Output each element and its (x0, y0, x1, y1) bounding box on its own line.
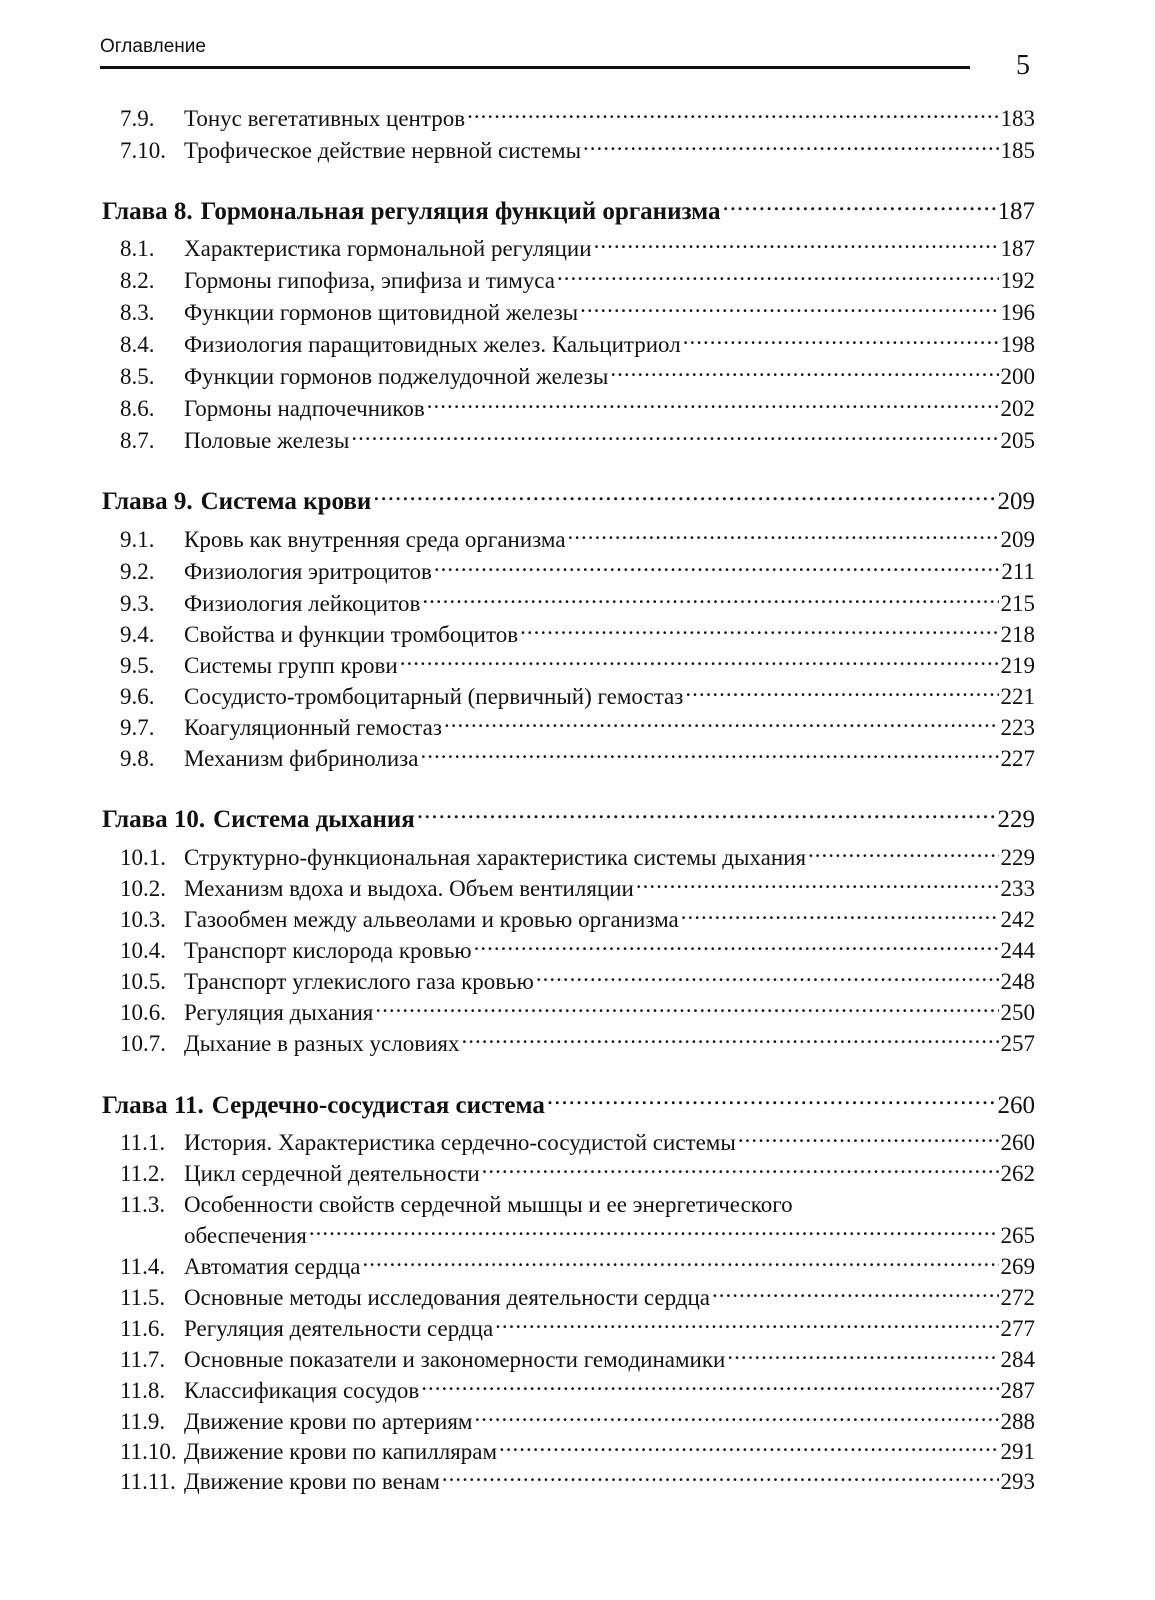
entry-number: 9.2. (120, 559, 155, 584)
chapter-title: Система крови (200, 488, 372, 515)
entry-number: 10.6. (120, 1000, 166, 1025)
entry-page: 192 (1000, 268, 1035, 293)
toc-entry-10-3 (120, 904, 1035, 935)
entry-page: 248 (1000, 969, 1035, 994)
dot-leader (727, 1344, 998, 1367)
toc-entry-10-1 (120, 842, 1035, 873)
chapter-page: 187 (997, 198, 1035, 225)
dot-leader (536, 966, 999, 989)
entry-page: 244 (1000, 938, 1035, 963)
chapter-page: 229 (997, 806, 1035, 833)
dot-leader (738, 1127, 999, 1150)
entry-number: 11.2. (120, 1161, 166, 1186)
chapter-page: 209 (997, 488, 1035, 515)
dot-leader (683, 329, 999, 352)
toc-entry-11-3-continuation (184, 1220, 1035, 1251)
entry-page: 215 (1000, 591, 1035, 616)
entry-title: Дыхание в разных условиях (184, 1031, 460, 1056)
dot-leader (568, 524, 999, 547)
entry-number: 11.9. (120, 1409, 166, 1434)
dot-leader (557, 265, 999, 288)
entry-title: Системы групп крови (184, 653, 398, 678)
chapter-label: Глава 10. (102, 806, 206, 833)
entry-page: 209 (1000, 527, 1035, 552)
entry-title: Гормоны гипофиза, эпифиза и тимуса (184, 268, 555, 293)
entry-page: 202 (1000, 396, 1035, 421)
entry-title: Свойства и функции тромбоцитов (184, 622, 519, 647)
dot-leader (467, 103, 998, 126)
toc-entry-9-8 (120, 743, 1035, 774)
toc-entry-11-3 (120, 1190, 1035, 1220)
entry-title: История. Характеристика сердечно-сосудистой системы (184, 1130, 736, 1155)
toc-entry-9-7 (120, 712, 1035, 743)
entry-page: 183 (1000, 106, 1035, 131)
dot-leader (583, 135, 998, 158)
dot-leader (351, 425, 998, 448)
toc-entry-9-2 (120, 556, 1035, 587)
toc-entry-9-1 (120, 524, 1035, 555)
entry-title: Цикл сердечной деятельности (184, 1161, 480, 1186)
entry-title: Движение крови по венам (184, 1469, 440, 1494)
entry-number: 10.4. (120, 938, 166, 963)
entry-number: 11.1. (120, 1130, 166, 1155)
entry-page: 260 (1000, 1130, 1035, 1155)
entry-number: 10.1. (120, 845, 166, 870)
entry-title: Функции гормонов щитовидной железы (184, 300, 579, 325)
dot-leader (482, 1158, 999, 1181)
dot-leader (420, 743, 998, 766)
entry-page: 291 (1000, 1439, 1035, 1464)
toc-chapter-8 (102, 194, 1035, 228)
chapter-title: Сердечно-сосудистая система (211, 1092, 545, 1119)
entry-page: 284 (1000, 1347, 1035, 1372)
entry-title: Физиология паращитовидных желез. Кальцитриол (184, 332, 681, 357)
entry-number: 8.2. (120, 268, 155, 293)
entry-title: Тонус вегетативных центров (184, 106, 466, 131)
entry-page: 262 (1000, 1161, 1035, 1186)
entry-number: 8.5. (120, 364, 155, 389)
entry-page: 185 (1000, 138, 1035, 163)
entry-page: 223 (1000, 715, 1035, 740)
entry-page: 288 (1000, 1409, 1035, 1434)
toc-entry-11-2 (120, 1158, 1035, 1189)
toc-entry-8-3 (120, 297, 1035, 328)
entry-number: 9.1. (120, 527, 155, 552)
entry-number: 9.5. (120, 653, 155, 678)
entry-number: 8.6. (120, 396, 155, 421)
dot-leader (417, 802, 996, 827)
dot-leader (461, 1028, 998, 1051)
entry-title: Транспорт кислорода кровью (184, 938, 472, 963)
toc-entry-7-9 (120, 103, 1035, 134)
dot-leader (363, 1251, 999, 1274)
entry-number: 8.7. (120, 428, 155, 453)
entry-number: 11.5. (120, 1285, 166, 1310)
chapter-title: Система дыхания (213, 806, 415, 833)
entry-number: 9.4. (120, 622, 155, 647)
entry-title: Регуляция дыхания (184, 1000, 374, 1025)
toc-entry-10-2 (120, 873, 1035, 904)
entry-title: Регуляция деятельности сердца (184, 1316, 494, 1341)
dot-leader (475, 1406, 999, 1429)
entry-number: 8.3. (120, 300, 155, 325)
entry-title: Кровь как внутренняя среда организма (184, 527, 566, 552)
entry-number: 11.3. (120, 1192, 166, 1217)
toc-entry-9-5 (120, 650, 1035, 681)
dot-leader (421, 1375, 998, 1398)
entry-page: 272 (1000, 1285, 1035, 1310)
entry-page: 218 (1000, 622, 1035, 647)
toc-entry-11-11 (120, 1466, 1035, 1497)
entry-page: 287 (1000, 1378, 1035, 1403)
entry-number: 7.9. (120, 106, 155, 131)
toc-entry-11-6 (120, 1313, 1035, 1344)
dot-leader (547, 1088, 996, 1113)
entry-title: Основные методы исследования деятельности сердца (184, 1285, 711, 1310)
toc-entry-8-1 (120, 233, 1035, 264)
entry-page: 257 (1000, 1031, 1035, 1056)
entry-title: Движение крови по артериям (184, 1409, 473, 1434)
entry-title: Классификация сосудов (184, 1378, 420, 1403)
entry-title: Механизм вдоха и выдоха. Объем вентиляции (184, 876, 634, 901)
entry-title: Основные показатели и закономерности гемодинамики (184, 1347, 726, 1372)
toc-entry-8-5 (120, 361, 1035, 392)
toc-entry-9-6 (120, 681, 1035, 712)
chapter-label: Глава 8. (102, 198, 193, 225)
dot-leader (723, 194, 996, 219)
toc-entry-11-10 (120, 1436, 1035, 1467)
entry-number: 11.10. (120, 1439, 177, 1464)
entry-title: Газообмен между альвеолами и кровью организма (184, 907, 679, 932)
dot-leader (580, 297, 998, 320)
toc-entry-10-5 (120, 966, 1035, 997)
dot-leader (712, 1282, 998, 1305)
dot-leader (685, 681, 998, 704)
toc-chapter-11 (102, 1088, 1035, 1122)
entry-title: Половые железы (184, 428, 350, 453)
entry-title: Движение крови по капиллярам (184, 1439, 498, 1464)
entry-page: 219 (1000, 653, 1035, 678)
chapter-title: Гормональная регуляция функций организма (200, 198, 721, 225)
dot-leader (474, 935, 999, 958)
entry-number: 10.3. (120, 907, 166, 932)
entry-number: 10.5. (120, 969, 166, 994)
entry-title: Физиология эритроцитов (184, 559, 432, 584)
toc-entry-11-5 (120, 1282, 1035, 1313)
toc-entry-11-7 (120, 1344, 1035, 1375)
dot-leader (400, 650, 999, 673)
entry-page: 211 (1001, 559, 1035, 584)
entry-number: 11.11. (120, 1469, 176, 1494)
running-header: Оглавление (100, 36, 206, 57)
toc-entry-11-9 (120, 1406, 1035, 1437)
entry-number: 9.3. (120, 591, 155, 616)
entry-title: Транспорт углекислого газа кровью (184, 969, 534, 994)
dot-leader (442, 1466, 999, 1489)
toc-entry-10-4 (120, 935, 1035, 966)
entry-number: 7.10. (120, 138, 166, 163)
dot-leader (427, 393, 999, 416)
dot-leader (434, 556, 999, 579)
toc-entry-8-2 (120, 265, 1035, 296)
entry-page: 277 (1000, 1316, 1035, 1341)
toc-entry-11-4 (120, 1251, 1035, 1282)
entry-number: 11.7. (120, 1347, 166, 1372)
dot-leader (309, 1220, 999, 1243)
dot-leader (373, 484, 995, 509)
dot-leader (422, 588, 998, 611)
entry-page: 265 (1000, 1223, 1035, 1248)
entry-title: Характеристика гормональной регуляции (184, 236, 592, 261)
toc-entry-9-3 (120, 588, 1035, 619)
entry-number: 11.8. (120, 1378, 166, 1403)
chapter-label: Глава 9. (102, 488, 193, 515)
entry-page: 233 (1000, 876, 1035, 901)
entry-number: 10.7. (120, 1031, 166, 1056)
dot-leader (375, 997, 998, 1020)
entry-title-continuation: обеспечения (184, 1223, 307, 1248)
chapter-page: 260 (997, 1092, 1035, 1119)
entry-number: 9.7. (120, 715, 155, 740)
entry-page: 200 (1000, 364, 1035, 389)
dot-leader (594, 233, 999, 256)
toc-chapter-9 (102, 484, 1035, 518)
entry-page: 187 (1000, 236, 1035, 261)
entry-page: 221 (1000, 684, 1035, 709)
dot-leader (681, 904, 999, 927)
dot-leader (444, 712, 999, 735)
entry-page: 242 (1000, 907, 1035, 932)
entry-page: 293 (1000, 1469, 1035, 1494)
toc-entry-8-6 (120, 393, 1035, 424)
toc-entry-8-7 (120, 425, 1035, 456)
toc-entry-8-4 (120, 329, 1035, 360)
entry-page: 250 (1000, 1000, 1035, 1025)
entry-page: 196 (1000, 300, 1035, 325)
page-number: 5 (1016, 50, 1030, 81)
dot-leader (636, 873, 999, 896)
toc-entry-9-4 (120, 619, 1035, 650)
entry-title: Трофическое действие нервной системы (184, 138, 582, 163)
entry-number: 8.1. (120, 236, 155, 261)
dot-leader (495, 1313, 998, 1336)
chapter-label: Глава 11. (102, 1092, 204, 1119)
dot-leader (610, 361, 998, 384)
entry-title: Гормоны надпочечников (184, 396, 425, 421)
entry-title: Физиология лейкоцитов (184, 591, 421, 616)
entry-title: Особенности свойств сердечной мышцы и ее энергетического (184, 1192, 793, 1217)
toc-entry-7-10 (120, 135, 1035, 166)
entry-title: Автоматия сердца (184, 1254, 361, 1279)
entry-page: 229 (1000, 845, 1035, 870)
dot-leader (520, 619, 998, 642)
toc-entry-11-1 (120, 1127, 1035, 1158)
entry-number: 9.6. (120, 684, 155, 709)
entry-number: 11.6. (120, 1316, 166, 1341)
entry-number: 10.2. (120, 876, 166, 901)
toc-entry-10-6 (120, 997, 1035, 1028)
entry-title: Коагуляционный гемостаз (184, 715, 442, 740)
entry-number: 9.8. (120, 746, 155, 771)
entry-page: 205 (1000, 428, 1035, 453)
entry-page: 269 (1000, 1254, 1035, 1279)
entry-title: Структурно-функциональная характеристика системы дыхания (184, 845, 807, 870)
entry-title: Механизм фибринолиза (184, 746, 419, 771)
entry-page: 227 (1000, 746, 1035, 771)
entry-number: 8.4. (120, 332, 155, 357)
header-rule (100, 66, 970, 69)
toc-entry-11-8 (120, 1375, 1035, 1406)
toc-entry-10-7 (120, 1028, 1035, 1059)
dot-leader (499, 1436, 998, 1459)
toc-chapter-10 (102, 802, 1035, 836)
entry-number: 11.4. (120, 1254, 166, 1279)
dot-leader (808, 842, 998, 865)
entry-title: Сосудисто-тромбоцитарный (первичный) гемостаз (184, 684, 684, 709)
entry-page: 198 (1000, 332, 1035, 357)
entry-title: Функции гормонов поджелудочной железы (184, 364, 609, 389)
